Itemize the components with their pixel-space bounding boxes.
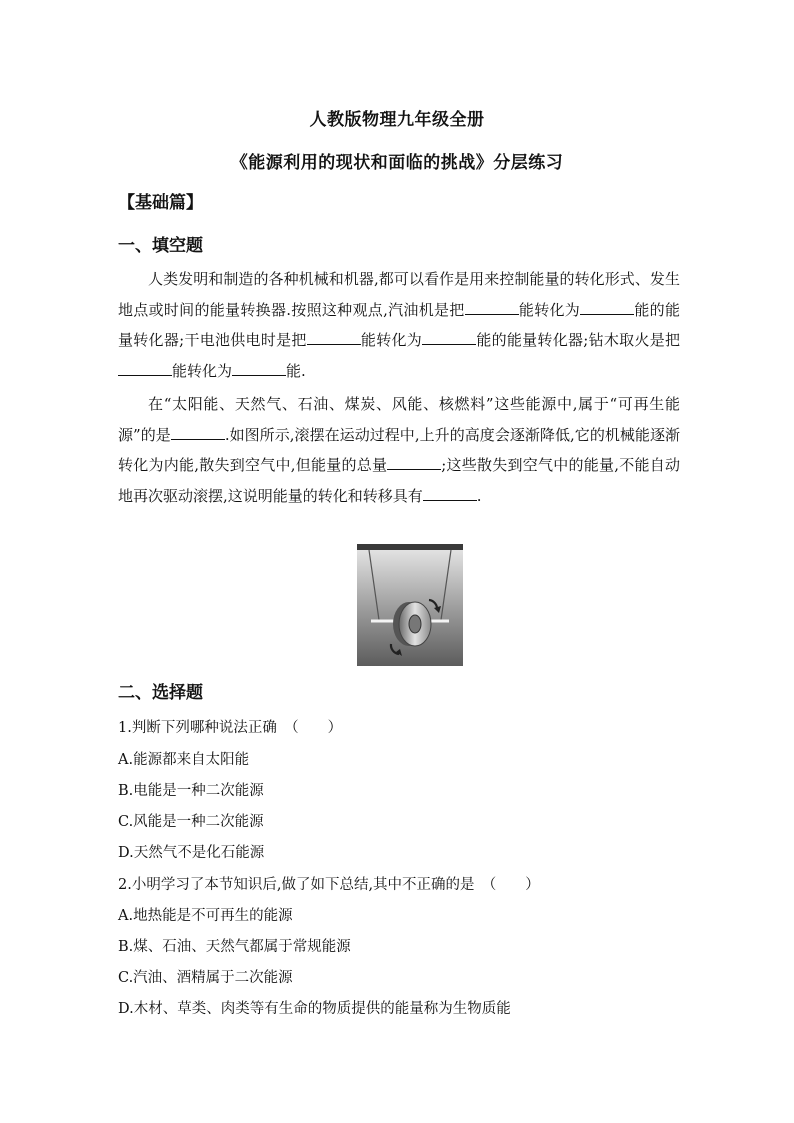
q2-option-c[interactable]: C.汽油、酒精属于二次能源 [118, 970, 293, 986]
q1-option-b[interactable]: B.电能是一种二次能源 [118, 783, 264, 799]
answer-blank[interactable] [387, 452, 441, 470]
text-segment: ;这些散失到空气中的能量,不能自动地再次驱动滚摆,这说明能量的转化和转移具有 [118, 456, 681, 505]
q2-option-a[interactable]: A.地热能是不可再生的能源 [118, 908, 293, 924]
answer-blank[interactable] [232, 358, 286, 376]
page-subtitle: 《能源利用的现状和面临的挑战》分层练习 [230, 153, 564, 173]
wheel-hub [409, 615, 421, 633]
q1-option-a[interactable]: A.能源都来自太阳能 [118, 752, 250, 768]
answer-blank[interactable] [580, 297, 634, 315]
q1-option-c[interactable]: C.风能是一种二次能源 [118, 814, 264, 830]
text-segment: 能的能量转化器;干电池供电时是把 [118, 300, 680, 349]
q2-option-d[interactable]: D.木材、草类、肉类等有生命的物质提供的能量称为生物质能 [118, 1001, 511, 1017]
answer-blank[interactable] [423, 483, 477, 501]
text-segment: 在“太阳能、天然气、石油、煤炭、风能、核燃料”这些能源中,属于“可再生能源”的是 [118, 395, 680, 444]
answer-blank[interactable] [422, 327, 476, 345]
page-title: 人教版物理九年级全册 [309, 110, 485, 130]
q2-option-b[interactable]: B.煤、石油、天然气都属于常规能源 [118, 939, 351, 955]
top-support-bar [357, 544, 463, 550]
section-basic-label: 【基础篇】 [118, 193, 203, 213]
text-segment: 人类发明和制造的各种机械和机器,都可以看作是用来控制能量的转化形式、发生地点或时间的能量转换器.按照这种观点,汽油机是把 [118, 270, 680, 319]
fill-question-1 [118, 264, 680, 386]
answer-blank[interactable] [465, 297, 519, 315]
text-segment: . [476, 486, 482, 505]
text-segment: 能的能量转化器;钻木取火是把 [476, 331, 680, 349]
answer-blank[interactable] [307, 327, 361, 345]
text-segment: 能转化为 [172, 361, 233, 380]
q1-option-d[interactable]: D.天然气不是化石能源 [118, 845, 265, 861]
fill-question-2 [118, 389, 680, 511]
text-segment: .如图所示,滚摆在运动过程中,上升的高度会逐渐降低,它的机械能逐渐转化为内能,散失到空气中,但能量的总量 [118, 425, 680, 474]
choice-question-1: 1.判断下列哪种说法正确 （ ） [118, 720, 343, 736]
text-segment: 能转化为 [518, 300, 581, 319]
text-segment: 能转化为 [360, 331, 423, 349]
maxwell-pendulum-figure [357, 544, 463, 666]
choice-heading: 二、选择题 [118, 683, 203, 703]
answer-blank[interactable] [118, 358, 172, 376]
text-segment: 能. [286, 361, 306, 380]
fill-blank-heading: 一、填空题 [118, 236, 203, 256]
choice-question-2: 2.小明学习了本节知识后,做了如下总结,其中不正确的是 （ ） [118, 877, 540, 893]
answer-blank[interactable] [171, 422, 225, 440]
